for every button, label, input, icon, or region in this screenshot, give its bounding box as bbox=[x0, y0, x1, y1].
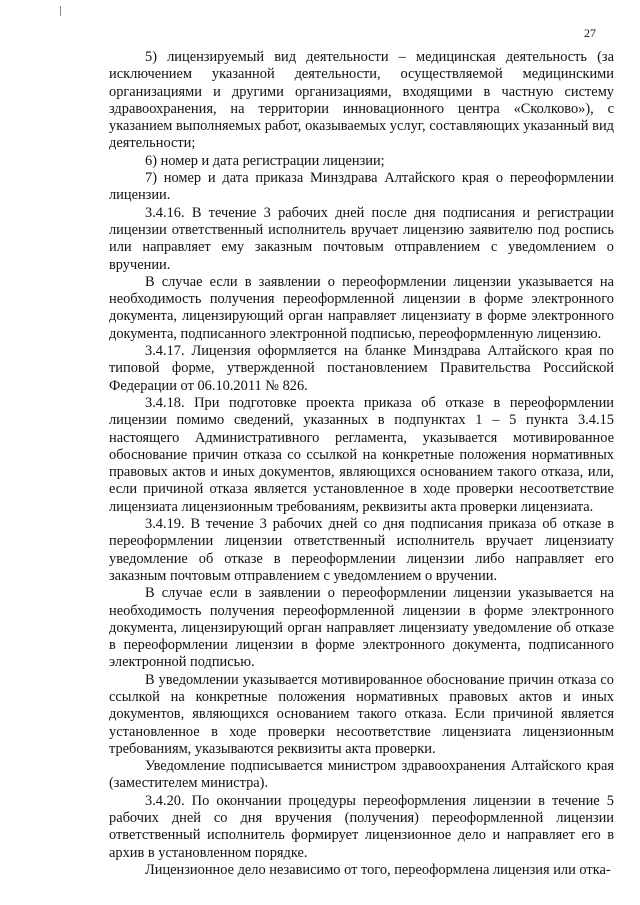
paragraph-3-4-17: 3.4.17. Лицензия оформляется на бланке Минздрава Алтайского края по типовой форме, утвержденной постановлением Правительства Российской Федерации от 06.10.2011 № 826. bbox=[109, 343, 614, 394]
paragraph-3-4-18: 3.4.18. При подготовке проекта приказа об отказе в переоформлении лицензии помимо сведений, указанных в подпунктах 1 – 5 пункта 3.4.15 настоящего Административного регламента, указывается мотивированное обоснование причин отказа со ссылкой на конкретные положения нормативных правовых актов и иных документов, являющихся основанием такого отказа, или, если причиной отказа является установленное в ходе проверки несоответствие лицензиата лицензионным требованиям, реквизиты акта проверки лицензиата. bbox=[109, 394, 614, 515]
paragraph-3-4-19: 3.4.19. В течение 3 рабочих дней со дня подписания приказа об отказе в переоформлении лицензии ответственный исполнитель вручает лицензиату уведомление об отказе в переоформлении лицензии либо направляет его заказным почтовым отправлением с уведомлением о вручении. bbox=[109, 516, 614, 584]
document-body bbox=[109, 49, 614, 879]
paragraph-signature: Уведомление подписывается министром здравоохранения Алтайского края (заместителем министра). bbox=[109, 758, 614, 792]
paragraph-electronic-refusal: В случае если в заявлении о переоформлении лицензии указывается на необходимость получения переоформленной лицензии в форме электронного документа, лицензирующий орган направляет лицензиату уведомление об отказе в переоформлении лицензии в форме электронного документа, подписанного электронной подписью. bbox=[109, 585, 614, 671]
paragraph-license-file: Лицензионное дело независимо от того, переоформлена лицензия или отка- bbox=[145, 861, 611, 878]
paragraph-list-item-7: 7) номер и дата приказа Минздрава Алтайского края о переоформлении лицензии. bbox=[109, 170, 614, 204]
paragraph-list-item-6: 6) номер и дата регистрации лицензии; bbox=[145, 152, 385, 169]
paragraph-3-4-20: 3.4.20. По окончании процедуры переоформления лицензии в течение 5 рабочих дней со дня вручения (получения) переоформленной лицензии ответственный исполнитель формирует лицензионное дело и направляет его в архив в установленном порядке. bbox=[109, 792, 614, 861]
page-number: 27 bbox=[584, 26, 596, 40]
scan-mark bbox=[60, 6, 65, 16]
paragraph-3-4-16: 3.4.16. В течение 3 рабочих дней после дня подписания и регистрации лицензии ответственный исполнитель вручает лицензию заявителю под роспись или направляет ему заказным почтовым отправлением с уведомлением о вручении. bbox=[109, 204, 614, 273]
paragraph-list-item-5: 5) лицензируемый вид деятельности – медицинская деятельность (за исключением указанной деятельности, осуществляемой медицинскими организациями и другими организациями, входящими в частную систему здравоохранения, на территории инновационного центра «Сколково»), с указанием выполняемых работ, оказываемых услуг, составляющих указанный вид деятельности; bbox=[109, 49, 614, 152]
paragraph-refusal-reasons: В уведомлении указывается мотивированное обоснование причин отказа со ссылкой на конкретные положения нормативных правовых актов и иных документов, являющихся основанием такого отказа. Если причиной является установленное в ходе проверки несоответствие лицензиата лицензионным требованиям, указываются реквизиты акта проверки. bbox=[109, 671, 614, 757]
paragraph-electronic-license: В случае если в заявлении о переоформлении лицензии указывается на необходимость получения переоформленной лицензии в форме электронного документа, лицензирующий орган направляет лицензиату в форме электронного документа, подписанного электронной подписью, переоформленную лицензию. bbox=[109, 273, 614, 342]
